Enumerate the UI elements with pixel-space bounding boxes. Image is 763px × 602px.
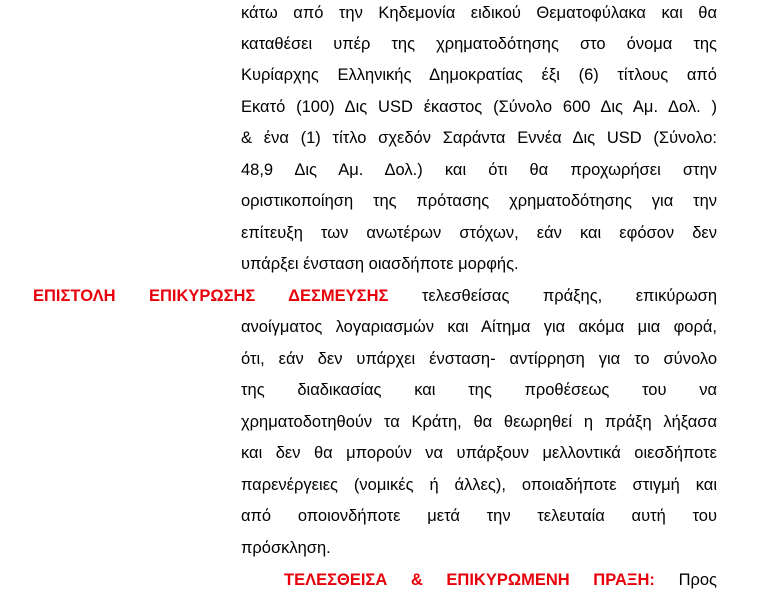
paragraph-line: & ένα (1) τίτλο σχεδόν Σαράντα Εννέα Δις USD (Σύνολο: <box>241 129 717 147</box>
paragraph-line: κάτω από την Κηδεμονία ειδικού Θεματοφύλακα και θα <box>241 4 717 22</box>
section-heading: ΕΠΙΣΤΟΛΗ ΕΠΙΚΥΡΩΣΗΣ ΔΕΣΜΕΥΣΗΣ <box>33 287 389 305</box>
paragraph-line: χρηματοδοτηθούν τα Κράτη, θα θεωρηθεί η πράξη λήξασα <box>241 413 717 431</box>
paragraph-line: και δεν θα μπορούν να υπάρξουν μελλοντικά οιεσδήποτε <box>241 444 717 462</box>
section-heading-line <box>284 569 717 591</box>
paragraph-line: υπάρξει ένσταση οιασδήποτε μορφής. <box>241 255 519 273</box>
heading-tail-text: Προς <box>678 571 717 589</box>
paragraph-line: παρενέργειες (νομικές ή άλλες), οποιαδήποτε στιγμή και <box>241 476 717 494</box>
paragraph-line: Εκατό (100) Δις USD έκαστος (Σύνολο 600 Δις Αμ. Δολ. ) <box>241 98 717 116</box>
paragraph-line: οριστικοποίηση της πρότασης χρηματοδότησης για την <box>241 192 717 210</box>
section-heading-line <box>33 285 717 307</box>
paragraph-line: πρόσκληση. <box>241 539 331 557</box>
section-heading: ΤΕΛΕΣΘΕΙΣΑ & ΕΠΙΚΥΡΩΜΕΝΗ ΠΡΑΞΗ: <box>284 571 655 589</box>
paragraph-line: καταθέσει υπέρ της χρηματοδότησης στο όνομα της <box>241 35 717 53</box>
paragraph-line: της διαδικασίας και της προθέσεως του να <box>241 381 717 399</box>
paragraph-line: Κυρίαρχης Ελληνικής Δημοκρατίας έξι (6) τίτλους από <box>241 66 717 84</box>
paragraph-line: επίτευξη των ανωτέρων στόχων, εάν και εφόσον δεν <box>241 224 717 242</box>
paragraph-line: ότι, εάν δεν υπάρχει ένσταση- αντίρρηση για το σύνολο <box>241 350 717 368</box>
paragraph-line: ανοίγματος λογαριασμών και Αίτημα για ακόμα μια φορά, <box>241 318 717 336</box>
paragraph-line: 48,9 Δις Αμ. Δολ.) και ότι θα προχωρήσει στην <box>241 161 717 179</box>
heading-tail-text: τελεσθείσας πράξης, επικύρωση <box>421 287 717 305</box>
paragraph-line: από οποιονδήποτε μετά την τελευταία αυτή του <box>241 507 717 525</box>
